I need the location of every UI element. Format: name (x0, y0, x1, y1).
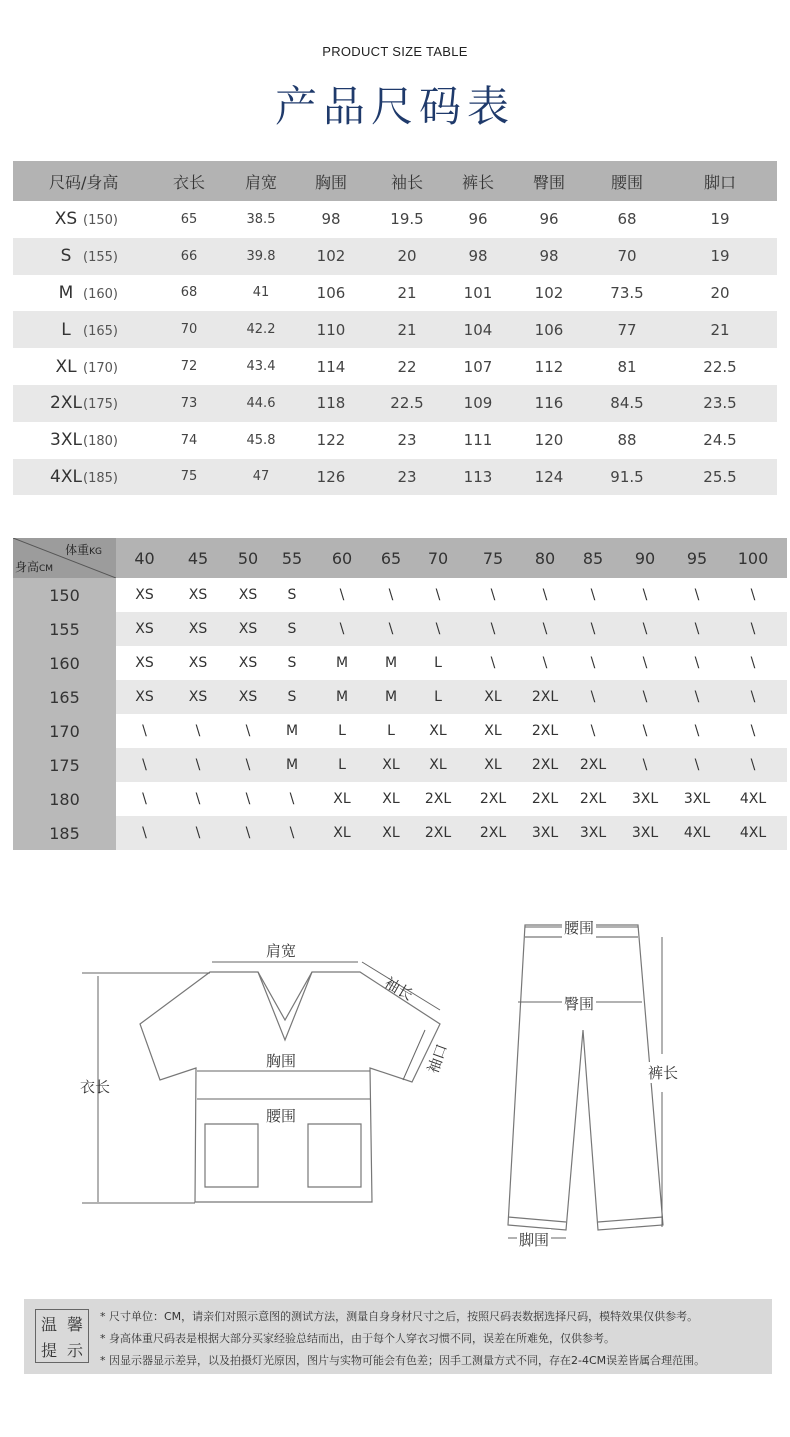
size-recommendation-cell: \ (173, 748, 223, 782)
size-value-cell: 109 (449, 385, 507, 422)
size-height: (165) (83, 323, 118, 339)
size-recommendation-cell: 3XL (519, 816, 571, 850)
weight-table-row (13, 646, 787, 680)
size-recommendation-cell: 2XL (531, 723, 559, 739)
size-recommendation-cell: 4XL (719, 816, 787, 850)
size-value-cell: 84.5 (591, 385, 663, 422)
weight-table-row (13, 782, 787, 816)
size-recommendation-cell: XS (238, 655, 258, 671)
size-value-cell: 118 (297, 385, 365, 422)
size-table-header-cell: 袖长 (365, 161, 449, 201)
size-recommendation-cell: XL (311, 816, 373, 850)
size-recommendation-cell: XL (333, 791, 351, 807)
size-recommendation-cell: XS (223, 612, 273, 646)
size-value-cell: 88 (617, 431, 637, 450)
size-recommendation-cell: \ (675, 748, 719, 782)
size-value-cell: 70 (153, 311, 225, 348)
label-cuff: 袖口 (423, 1041, 452, 1076)
size-value-cell: 113 (449, 459, 507, 496)
size-cell (13, 275, 153, 312)
size-recommendation-cell: 2XL (571, 748, 615, 782)
weight-header-cell: 95 (675, 538, 719, 578)
size-value-cell: 47 (225, 459, 297, 496)
size-recommendation-cell: L (387, 723, 395, 739)
size-recommendation-cell: XL (373, 816, 409, 850)
size-recommendation-cell: \ (409, 612, 467, 646)
weight-header-cell: 60 (311, 538, 373, 578)
weight-table-row (13, 748, 787, 782)
weight-table-row (13, 816, 787, 850)
seal-char: 提 (40, 1340, 57, 1360)
notice-seal (35, 1309, 89, 1363)
size-value-cell: 22 (397, 357, 417, 376)
size-recommendation-cell: XL (429, 723, 447, 739)
size-value-cell: 19 (663, 238, 777, 275)
size-value-cell: 102 (297, 238, 365, 275)
size-value-cell: 107 (463, 357, 493, 376)
size-label: XS (54, 209, 78, 230)
size-recommendation-cell: S (273, 612, 311, 646)
size-recommendation-cell: \ (223, 748, 273, 782)
top-pocket-right (308, 1124, 361, 1187)
size-recommendation-cell: XS (116, 612, 173, 646)
size-recommendation-cell: L (338, 723, 346, 739)
size-value-cell: 96 (539, 210, 559, 229)
size-value-cell: 98 (449, 238, 507, 275)
size-recommendation-cell: \ (719, 680, 787, 714)
size-table-body (13, 201, 777, 495)
size-height: (170) (83, 360, 118, 376)
size-recommendation-cell: \ (245, 723, 251, 739)
size-value-cell: 19.5 (390, 210, 424, 229)
size-value-cell: 75 (153, 459, 225, 496)
size-recommendation-cell: \ (642, 587, 648, 603)
size-recommendation-cell: 2XL (519, 748, 571, 782)
size-cell (13, 348, 153, 385)
size-value-cell: 22.5 (703, 357, 737, 376)
size-cell (13, 238, 153, 275)
size-value-cell: 98 (321, 210, 341, 229)
size-recommendation-cell: 4XL (739, 791, 767, 807)
height-header-cell: 155 (13, 612, 116, 646)
label-shoulder: 肩宽 (266, 942, 297, 960)
size-table-header-cell: 脚口 (663, 161, 777, 201)
size-cell (13, 311, 153, 348)
size-value-cell: 44.6 (225, 385, 297, 422)
weight-header-cell: 85 (571, 538, 615, 578)
label-sleeve: 袖长 (381, 973, 417, 1005)
size-value-cell: 74 (180, 432, 198, 448)
weight-header-cell: 80 (519, 538, 571, 578)
size-table-row (13, 201, 777, 238)
size-value-cell: 21 (365, 311, 449, 348)
size-label: M (58, 282, 74, 303)
size-value-cell: 106 (316, 283, 346, 302)
size-value-cell: 98 (507, 238, 591, 275)
size-recommendation-cell: M (273, 748, 311, 782)
size-recommendation-cell: XL (467, 680, 519, 714)
size-recommendation-cell: \ (750, 723, 756, 739)
label-top-length: 衣长 (80, 1078, 111, 1096)
size-value-cell: 21 (663, 311, 777, 348)
size-recommendation-cell: \ (675, 680, 719, 714)
size-height: (185) (83, 470, 118, 486)
size-recommendation-cell: \ (289, 791, 295, 807)
size-recommendation-cell: \ (339, 587, 345, 603)
size-recommendation-cell: \ (615, 680, 675, 714)
size-value-cell: 39.8 (225, 238, 297, 275)
size-table-header-cell: 臀围 (507, 161, 591, 201)
top-outline (140, 972, 440, 1202)
size-recommendation-cell: M (285, 723, 299, 739)
size-value-cell: 106 (507, 311, 591, 348)
height-header-cell: 150 (13, 578, 116, 612)
weight-height-corner (13, 538, 116, 578)
size-value-cell: 102 (534, 283, 564, 302)
size-recommendation-cell: 3XL (683, 791, 711, 807)
size-value-cell: 41 (252, 285, 270, 301)
size-value-cell: 120 (534, 431, 564, 450)
height-header-cell: 175 (13, 748, 116, 782)
size-value-cell: 38.5 (246, 211, 276, 227)
size-value-cell: 72 (180, 359, 198, 375)
size-cell (13, 385, 153, 422)
size-recommendation-cell: S (287, 655, 297, 671)
size-value-cell: 116 (507, 385, 591, 422)
pants-hem-right (598, 1217, 663, 1222)
size-label: S (60, 246, 72, 267)
size-recommendation-cell: \ (388, 587, 394, 603)
size-cell (13, 201, 153, 238)
size-value-cell: 110 (297, 311, 365, 348)
size-height: (160) (83, 286, 118, 302)
top-neckline (258, 972, 312, 1040)
size-table-row (13, 238, 777, 275)
size-recommendation-cell: \ (195, 791, 201, 807)
size-recommendation-cell: \ (311, 612, 373, 646)
size-value-cell: 68 (617, 210, 637, 229)
size-table (13, 161, 777, 495)
size-recommendation-cell: M (335, 655, 349, 671)
label-pants-hem: 脚围 (519, 1231, 550, 1249)
size-value-cell: 77 (591, 311, 663, 348)
size-recommendation-cell: XL (467, 748, 519, 782)
size-value-cell: 65 (180, 211, 198, 227)
size-label: XL (55, 356, 77, 377)
size-recommendation-cell: \ (642, 723, 648, 739)
height-header-cell: 160 (13, 646, 116, 680)
size-recommendation-cell: \ (750, 587, 756, 603)
size-value-cell: 20 (710, 283, 730, 302)
weight-header-cell: 90 (615, 538, 675, 578)
weight-height-table (13, 538, 787, 850)
size-value-cell: 124 (507, 459, 591, 496)
size-recommendation-cell: \ (142, 723, 147, 739)
size-value-cell: 122 (316, 431, 346, 450)
size-recommendation-cell: 2XL (531, 791, 559, 807)
weight-header-cell: 50 (223, 538, 273, 578)
size-recommendation-cell: M (373, 680, 409, 714)
size-value-cell: 126 (297, 459, 365, 496)
size-recommendation-cell: \ (615, 748, 675, 782)
size-recommendation-cell: \ (615, 612, 675, 646)
size-recommendation-cell: \ (223, 816, 273, 850)
size-value-cell: 25.5 (663, 459, 777, 496)
size-recommendation-cell: 3XL (615, 816, 675, 850)
size-recommendation-cell: 2XL (409, 816, 467, 850)
size-table-row (13, 422, 777, 459)
size-label: 3XL (50, 430, 82, 451)
size-recommendation-cell: \ (435, 587, 441, 603)
pants-outline (508, 925, 663, 1230)
weight-header-cell: 45 (173, 538, 223, 578)
notice-notes (100, 1306, 705, 1372)
size-height: (180) (83, 434, 118, 450)
size-recommendation-cell: XS (188, 655, 208, 671)
size-recommendation-cell: \ (373, 612, 409, 646)
size-table-header-cell: 裤长 (449, 161, 507, 201)
size-value-cell: 66 (153, 238, 225, 275)
corner-weight-label: 体重KG (65, 543, 102, 557)
size-recommendation-cell: \ (273, 816, 311, 850)
notice-line: * 身高体重尺码表是根据大部分买家经验总结而出，由于每个人穿衣习惯不同，误差在所难免，仅供参考。 (100, 1332, 615, 1345)
height-header-cell: 165 (13, 680, 116, 714)
label-pants-waist: 腰围 (564, 919, 595, 937)
seal-char: 温 (40, 1314, 57, 1334)
size-recommendation-cell: XS (173, 612, 223, 646)
size-recommendation-cell: \ (694, 655, 700, 671)
seal-char: 示 (66, 1340, 83, 1360)
measurement-diagram (0, 900, 790, 1260)
weight-header-cell: 55 (273, 538, 311, 578)
pants-hem-left (508, 1217, 566, 1222)
weight-table-row (13, 714, 787, 748)
size-table-row (13, 459, 777, 496)
size-value-cell: 73.5 (610, 283, 644, 302)
size-recommendation-cell: \ (116, 748, 173, 782)
size-recommendation-cell: \ (571, 612, 615, 646)
size-recommendation-cell: \ (571, 680, 615, 714)
corner-height-label: 身高CM (15, 560, 54, 574)
size-value-cell: 81 (617, 357, 637, 376)
size-value-cell: 23 (397, 431, 417, 450)
weight-header-cell: 65 (373, 538, 409, 578)
size-value-cell: 91.5 (591, 459, 663, 496)
notice-box (24, 1299, 772, 1374)
weight-table-body (13, 578, 787, 850)
size-value-cell: 68 (180, 285, 198, 301)
size-table-header-cell: 胸围 (297, 161, 365, 201)
size-recommendation-cell: \ (719, 748, 787, 782)
size-recommendation-cell: S (273, 680, 311, 714)
size-recommendation-cell: \ (719, 612, 787, 646)
size-recommendation-cell: L (409, 680, 467, 714)
size-recommendation-cell: \ (116, 816, 173, 850)
size-recommendation-cell: XS (188, 587, 208, 603)
label-waist: 腰围 (266, 1107, 297, 1125)
size-recommendation-cell: XL (373, 748, 409, 782)
size-table-row (13, 385, 777, 422)
size-recommendation-cell: \ (490, 655, 496, 671)
weight-header-cell: 40 (116, 538, 173, 578)
size-value-cell: 24.5 (703, 431, 737, 450)
size-recommendation-cell: XL (484, 723, 502, 739)
size-cell (13, 422, 153, 459)
size-recommendation-cell: \ (675, 612, 719, 646)
notice-line: * 因显示器显示差异，以及拍摄灯光原因，图片与实物可能会有色差；因手工测量方式不同，存在2-4CM误差皆属合理范围。 (100, 1354, 706, 1367)
weight-header-cell: 70 (409, 538, 467, 578)
size-value-cell: 114 (316, 357, 346, 376)
size-table-row (13, 348, 777, 385)
size-value-cell: 22.5 (365, 385, 449, 422)
size-recommendation-cell: XS (238, 587, 258, 603)
size-table-header-cell: 腰围 (591, 161, 663, 201)
size-recommendation-cell: 3XL (631, 791, 659, 807)
size-recommendation-cell: XS (116, 680, 173, 714)
size-value-cell: 96 (468, 210, 488, 229)
label-chest: 胸围 (266, 1052, 297, 1070)
size-recommendation-cell: \ (590, 723, 596, 739)
size-recommendation-cell: XS (135, 587, 154, 603)
header-title-en: PRODUCT SIZE TABLE (322, 44, 468, 59)
size-value-cell: 21 (397, 283, 417, 302)
size-table-row (13, 275, 777, 312)
size-table-row (13, 311, 777, 348)
size-recommendation-cell: \ (142, 791, 147, 807)
size-height: (175) (83, 397, 118, 413)
size-label: 4XL (50, 466, 82, 487)
size-recommendation-cell: 3XL (571, 816, 615, 850)
size-recommendation-cell: M (311, 680, 373, 714)
size-recommendation-cell: \ (750, 655, 756, 671)
size-table-header-cell: 尺码/身高 (13, 161, 153, 201)
size-value-cell: 20 (365, 238, 449, 275)
size-value-cell: 43.4 (246, 359, 276, 375)
top-pocket-left (205, 1124, 258, 1187)
size-height: (155) (83, 250, 118, 266)
size-recommendation-cell: \ (694, 587, 700, 603)
size-value-cell: 45.8 (246, 432, 276, 448)
size-recommendation-cell: 2XL (467, 816, 519, 850)
height-header-cell: 185 (13, 816, 116, 850)
size-recommendation-cell: \ (467, 612, 519, 646)
notice-line: * 尺寸单位：CM，请亲们对照示意图的测试方法，测量自身身材尺寸之后，按照尺码表数据选择尺码，模特效果仅供参考。 (100, 1310, 699, 1323)
size-recommendation-cell: M (384, 655, 398, 671)
size-value-cell: 73 (153, 385, 225, 422)
size-recommendation-cell: \ (245, 791, 251, 807)
height-header-cell: 180 (13, 782, 116, 816)
weight-table-row (13, 578, 787, 612)
header-title-cn: 产品尺码表 (274, 82, 515, 131)
size-recommendation-cell: \ (173, 816, 223, 850)
size-recommendation-cell: 2XL (479, 791, 507, 807)
size-recommendation-cell: \ (542, 655, 548, 671)
size-recommendation-cell: XS (223, 680, 273, 714)
size-table-header (13, 161, 777, 201)
size-recommendation-cell: S (287, 587, 297, 603)
size-value-cell: 104 (449, 311, 507, 348)
size-recommendation-cell: XS (135, 655, 154, 671)
weight-table-row (13, 680, 787, 714)
size-cell (13, 459, 153, 496)
size-table-header-cell: 衣长 (153, 161, 225, 201)
size-recommendation-cell: \ (694, 723, 700, 739)
size-recommendation-cell: XL (409, 748, 467, 782)
size-value-cell: 112 (534, 357, 564, 376)
weight-table-header (13, 538, 787, 578)
size-recommendation-cell: 2XL (519, 680, 571, 714)
weight-header-cell: 100 (719, 538, 787, 578)
size-value-cell: 19 (710, 210, 730, 229)
size-value-cell: 23 (365, 459, 449, 496)
size-recommendation-cell: \ (542, 587, 548, 603)
size-value-cell: 101 (463, 283, 493, 302)
size-recommendation-cell: \ (195, 723, 201, 739)
size-recommendation-cell: \ (590, 655, 596, 671)
size-label: 2XL (50, 393, 82, 414)
size-recommendation-cell: \ (519, 612, 571, 646)
size-table-header-cell: 肩宽 (225, 161, 297, 201)
size-label: L (61, 319, 71, 340)
size-height: (150) (83, 213, 118, 229)
seal-char: 馨 (66, 1314, 83, 1334)
size-recommendation-cell: L (434, 655, 442, 671)
label-pants-hip: 臀围 (564, 995, 595, 1013)
weight-table-row (13, 612, 787, 646)
height-header-cell: 170 (13, 714, 116, 748)
size-recommendation-cell: XS (173, 680, 223, 714)
size-recommendation-cell: 2XL (579, 791, 607, 807)
weight-header-cell: 75 (467, 538, 519, 578)
size-recommendation-cell: \ (642, 655, 648, 671)
size-value-cell: 111 (463, 431, 493, 450)
size-recommendation-cell: 4XL (675, 816, 719, 850)
size-recommendation-cell: \ (490, 587, 496, 603)
size-recommendation-cell: XL (382, 791, 400, 807)
label-pants-length: 裤长 (648, 1064, 679, 1082)
size-recommendation-cell: L (311, 748, 373, 782)
size-value-cell: 42.2 (225, 311, 297, 348)
size-recommendation-cell: 2XL (424, 791, 452, 807)
size-value-cell: 23.5 (663, 385, 777, 422)
size-recommendation-cell: \ (590, 587, 596, 603)
size-value-cell: 70 (591, 238, 663, 275)
